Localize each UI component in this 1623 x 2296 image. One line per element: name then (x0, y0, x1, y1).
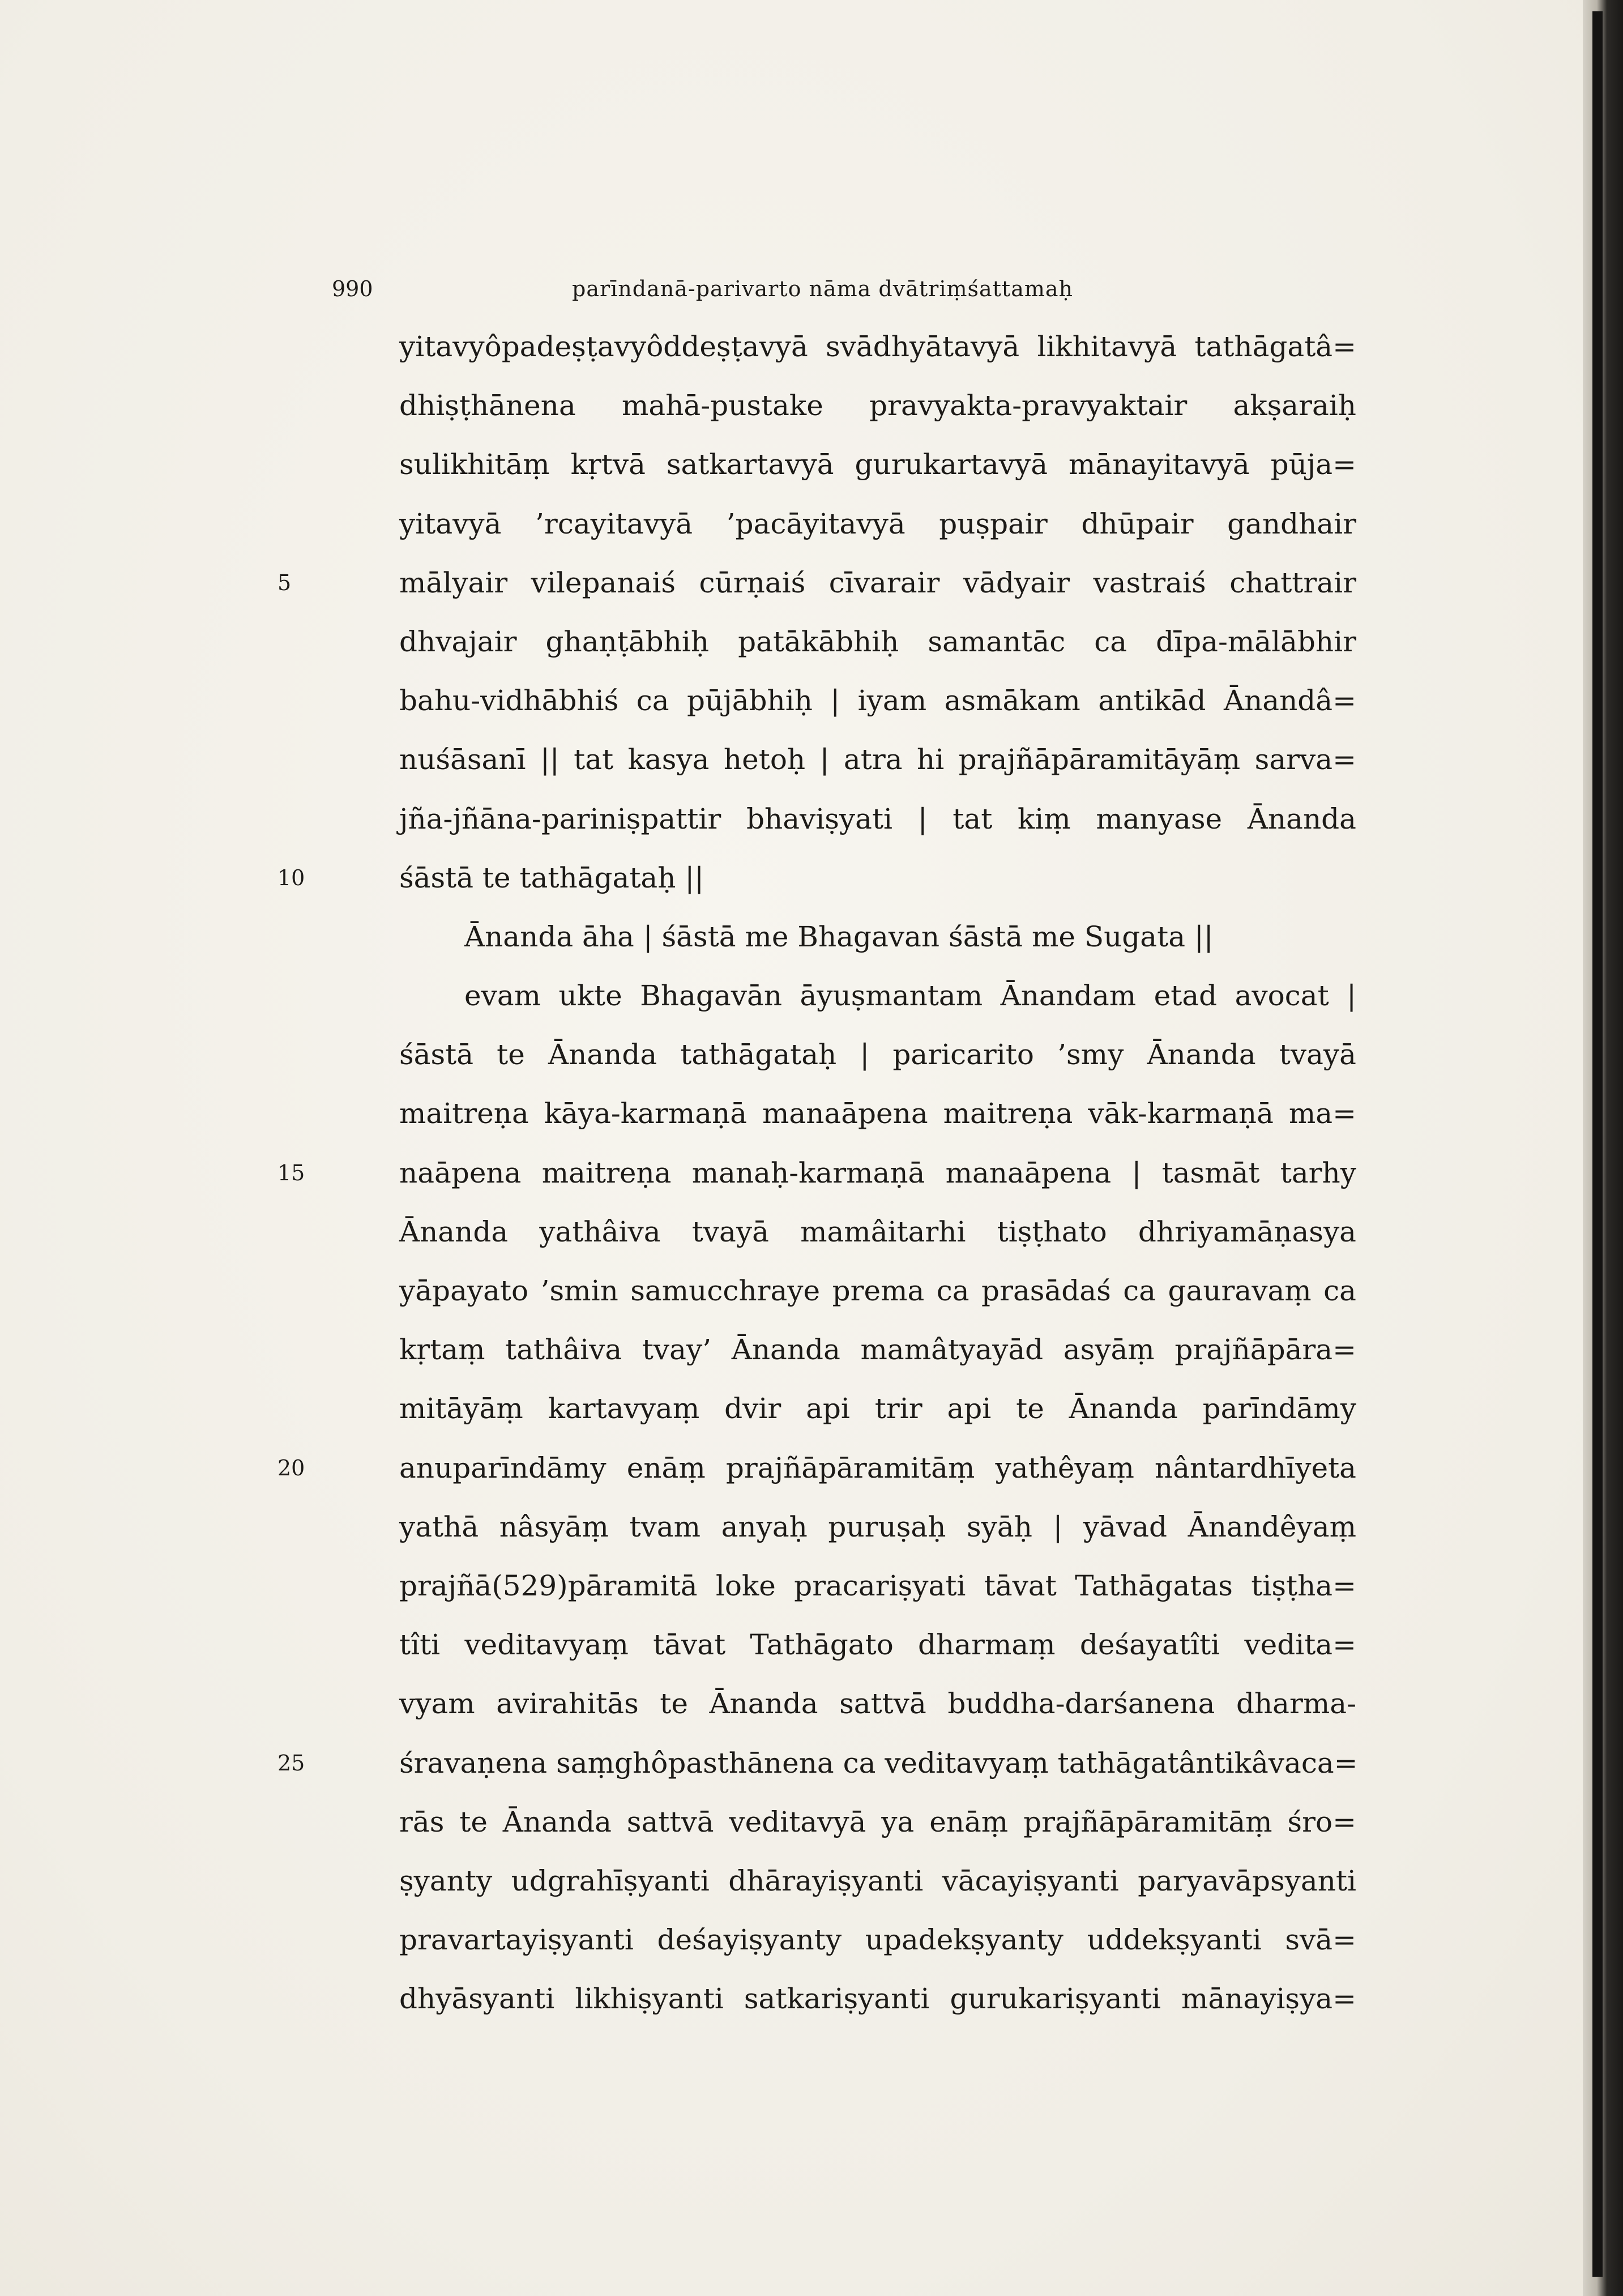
text-line (399, 1202, 1356, 1261)
line-number: 15 (277, 1160, 305, 1185)
line-text: jña-jñāna-pariniṣpattir bhaviṣyati | tat kiṃ manyase Ānanda (399, 802, 1356, 835)
line-text: yāpayato ’smin samucchraye prema ca prasādaś ca gauravaṃ ca (399, 1274, 1356, 1307)
line-text: sulikhitāṃ kṛtvā satkartavyā gurukartavyā mānayitavyā pūja= (399, 448, 1356, 481)
line-text: Ānanda āha | śāstā me Bhagavan śāstā me Sugata || (464, 920, 1214, 953)
text-line (399, 1320, 1356, 1379)
page-number: 990 (332, 276, 373, 301)
line-text: dhvajair ghaṇṭābhiḥ patākābhiḥ samantāc ca dīpa-mālābhir (399, 625, 1356, 658)
line-text: mālyair vilepanaiś cūrṇaiś cīvarair vādyair vastraiś chattrair (399, 566, 1356, 599)
line-text: rās te Ānanda sattvā veditavyā ya enāṃ prajñāpāramitāṃ śro= (399, 1805, 1356, 1838)
line-text: anuparīndāmy enāṃ prajñāpāramitāṃ yathêyaṃ nântardhīyeta (399, 1451, 1356, 1484)
text-line (399, 1910, 1356, 1969)
line-number: 10 (277, 865, 305, 890)
line-text: yathā nâsyāṃ tvam anyaḥ puruṣaḥ syāḥ | yāvad Ānandêyaṃ (399, 1510, 1356, 1543)
line-text: Ānanda yathâiva tvayā mamâitarhi tiṣṭhato dhriyamāṇasya (399, 1215, 1356, 1248)
text-line (399, 1261, 1356, 1320)
line-text: bahu-vidhābhiś ca pūjābhiḥ | iyam asmākam antikād Ānandâ= (399, 684, 1356, 718)
page-binding-edge (1583, 0, 1623, 2296)
line-text: kṛtaṃ tathâiva tvay’ Ānanda mamâtyayād asyāṃ prajñāpāra= (399, 1333, 1356, 1367)
line-text: nuśāsanī || tat kasya hetoḥ | atra hi prajñāpāramitāyāṃ sarva= (399, 743, 1356, 776)
line-text: naāpena maitreṇa manaḥ-karmaṇā manaāpena | tasmāt tarhy (399, 1156, 1356, 1189)
line-text: dhiṣṭhānena mahā-pustake pravyakta-pravyaktair akṣaraiḥ (399, 389, 1356, 423)
text-line (399, 1025, 1356, 1084)
text-line (399, 789, 1356, 848)
line-text: śāstā te Ānanda tathāgataḥ | paricarito ’smy Ānanda tvayā (399, 1038, 1356, 1072)
text-line (399, 1851, 1356, 1910)
line-text: vyam avirahitās te Ānanda sattvā buddha-darśanena dharma- (399, 1687, 1356, 1721)
line-text: pravartayiṣyanti deśayiṣyanty upadekṣyanty uddekṣyanti svā= (399, 1923, 1356, 1957)
line-text: yitavyôpadeṣṭavyôddeṣṭavyā svādhyātavyā likhitavyā tathāgatâ= (399, 330, 1356, 363)
text-line (277, 848, 1356, 907)
line-text: śāstā te tathāgataḥ || (399, 861, 704, 894)
page-header (0, 272, 1623, 306)
line-number: 20 (277, 1455, 305, 1480)
text-line (277, 1439, 1356, 1497)
line-text: maitreṇa kāya-karmaṇā manaāpena maitreṇa vāk-karmaṇā ma= (399, 1097, 1356, 1130)
text-line (399, 435, 1356, 494)
text-line (399, 1674, 1356, 1733)
running-title: parīndanā-parivarto nāma dvātriṃśattamaḥ (572, 276, 1074, 301)
text-line (399, 730, 1356, 789)
text-line (399, 376, 1356, 435)
text-line (399, 907, 1356, 966)
line-text: śravaṇena saṃghôpasthānena ca veditavyaṃ tathāgatântikâvaca= (399, 1746, 1358, 1779)
text-line (399, 1084, 1356, 1143)
line-text: tîti veditavyaṃ tāvat Tathāgato dharmaṃ deśayatîti vedita= (399, 1628, 1356, 1662)
line-number: 25 (277, 1750, 305, 1776)
text-line (399, 1379, 1356, 1438)
line-text: evam ukte Bhagavān āyuṣmantam Ānandam etad avocat | (464, 979, 1356, 1013)
line-number: 5 (277, 570, 292, 595)
text-line (399, 612, 1356, 671)
text-line (399, 1793, 1356, 1851)
text-line (399, 494, 1356, 553)
text-line (277, 1734, 1358, 1793)
text-line (399, 1615, 1356, 1674)
text-line (399, 966, 1356, 1025)
text-line (399, 1497, 1356, 1556)
text-line (399, 1969, 1356, 2028)
text-line (277, 1143, 1356, 1202)
text-line (399, 671, 1356, 730)
text-line (399, 1556, 1356, 1615)
line-text: ṣyanty udgrahīṣyanti dhārayiṣyanti vācayiṣyanti paryavāpsyanti (399, 1864, 1356, 1897)
line-text: yitavyā ’rcayitavyā ’pacāyitavyā puṣpair dhūpair gandhair (399, 507, 1356, 540)
line-text: mitāyāṃ kartavyaṃ dvir api trir api te Ānanda parīndāmy (399, 1392, 1356, 1426)
line-text: dhyāsyanti likhiṣyanti satkariṣyanti gurukariṣyanti mānayiṣya= (399, 1982, 1356, 2016)
line-text: prajñā(529)pāramitā loke pracariṣyati tāvat Tathāgatas tiṣṭha= (399, 1569, 1356, 1602)
page-binding-shadow (1592, 11, 1603, 2277)
text-line (277, 553, 1356, 612)
text-line (399, 317, 1356, 376)
body-text (277, 317, 1358, 2028)
